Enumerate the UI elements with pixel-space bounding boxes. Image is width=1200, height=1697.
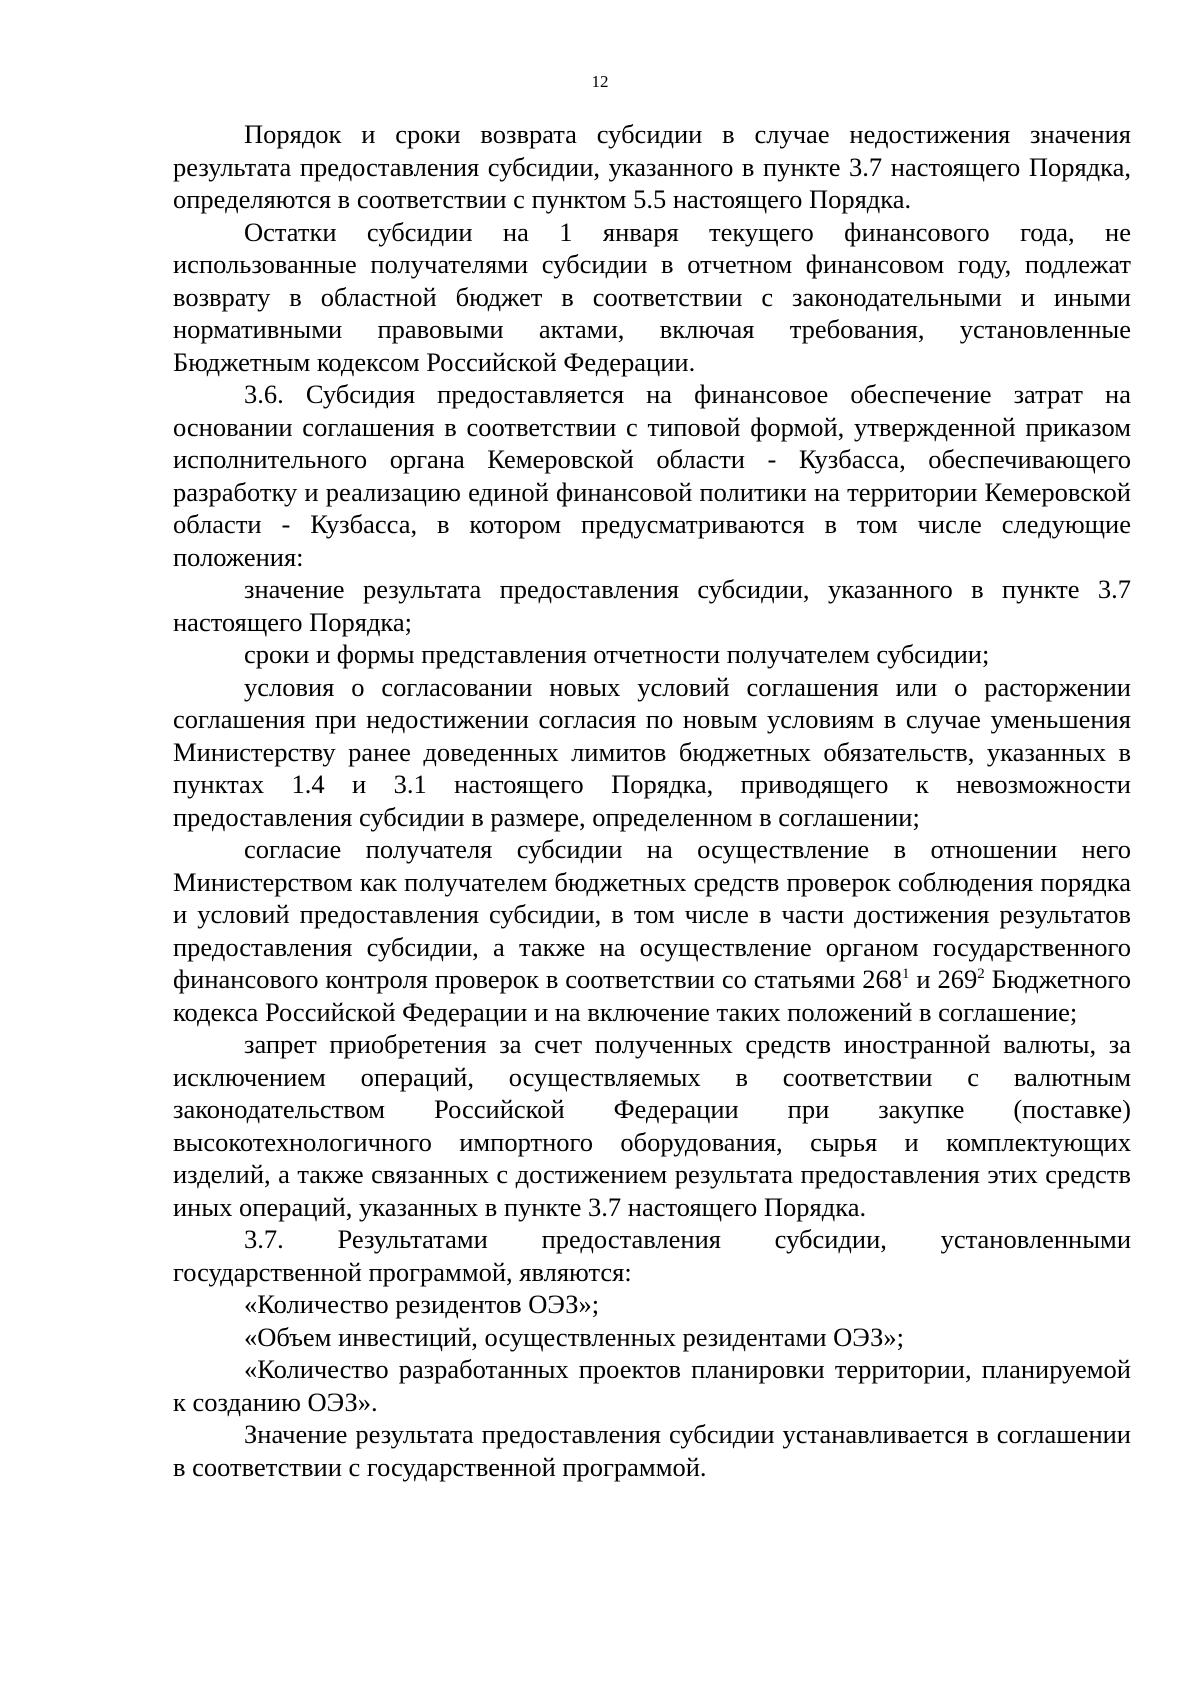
article-268-superscript: 1 [902,966,910,982]
paragraph-result-value: значение результата предоставления субсидии, указанного в пункте 3.7 настоящего Порядка; [173,574,1131,637]
paragraph-result-value-agreement: Значение результата предоставления субсидии устанавливается в соглашении в соответствии с государственной программой. [173,1419,1131,1482]
paragraph-agreement-conditions: условия о согласовании новых условий соглашения или о расторжении соглашения при недостижении согласия по новым условиям в случае уменьшения Министерству ранее доведенных лимитов бюджетных обязательств, указанных в пунктах 1.4 и 3.1 настоящего Порядка, приводящего к невозможности предоставления субсидии в размере, определенном в соглашении; [173,671,1131,832]
paragraph-reporting-terms: сроки и формы представления отчетности получателем субсидии; [244,639,990,669]
inspection-consent-text-middle: и 269 [909,964,978,994]
inspection-consent-text-after: Бюджетного кодекса Российской Федерации и на включение таких положений в соглашение; [173,964,1131,1027]
article-269-superscript: 2 [977,966,985,982]
result-item-residents-count: «Количество резидентов ОЭЗ»; [244,1289,600,1319]
paragraph-inspection-consent [173,833,1131,1028]
paragraph-currency-ban: запрет приобретения за счет полученных средств иностранной валюты, за исключением операций, осуществляемых в соответствии с валютным законодательством Российской Федерации при закупке (поставке) высокотехнологичного импортного оборудования, сырья и комплектующих изделий, а также связанных с достижением результата предоставления этих средств иных операций, указанных в пункте 3.7 настоящего Порядка. [173,1029,1131,1222]
paragraph-section-3-6: 3.6. Субсидия предоставляется на финансовое обеспечение затрат на основании соглашения в соответствии с типовой формой, утвержденной приказом исполнительного органа Кемеровской области - Кузбасса, обеспечивающего разработку и реализацию единой финансовой политики на территории Кемеровской области - Кузбасса, в котором предусматриваются в том числе следующие положения: [173,379,1131,572]
result-item-investment-volume: «Объем инвестиций, осуществленных резидентами ОЭЗ»; [244,1321,904,1352]
page-number: 12 [591,72,609,91]
paragraph-section-3-7: 3.7. Результатами предоставления субсидии, установленными государственной программой, являются: [173,1224,1131,1287]
inspection-consent-text-before: согласие получателя субсидии на осуществление в отношении него Министерством как получателем бюджетных средств проверок соблюдения порядка и условий предоставления субсидии, в том числе в части достижения результатов предоставления субсидии, а также на осуществление органом государственного финансового контроля проверок в соответствии со статьями 268 [173,834,1131,994]
paragraph-subsidy-return: Порядок и сроки возврата субсидии в случае недостижения значения результата предоставления субсидии, указанного в пункте 3.7 настоящего Порядка, определяются в соответствии с пунктом 5.5 настоящего Порядка. [173,119,1131,214]
document-body [173,118,1131,1483]
result-item-planning-projects: «Количество разработанных проектов планировки территории, планируемой к созданию ОЭЗ». [173,1354,1131,1417]
paragraph-subsidy-remainders: Остатки субсидии на 1 января текущего финансового года, не использованные получателями субсидии в отчетном финансовом году, подлежат возврату в областной бюджет в соответствии с законодательными и иными нормативными правовыми актами, включая требования, установленные Бюджетным кодексом Российской Федерации. [173,216,1131,377]
